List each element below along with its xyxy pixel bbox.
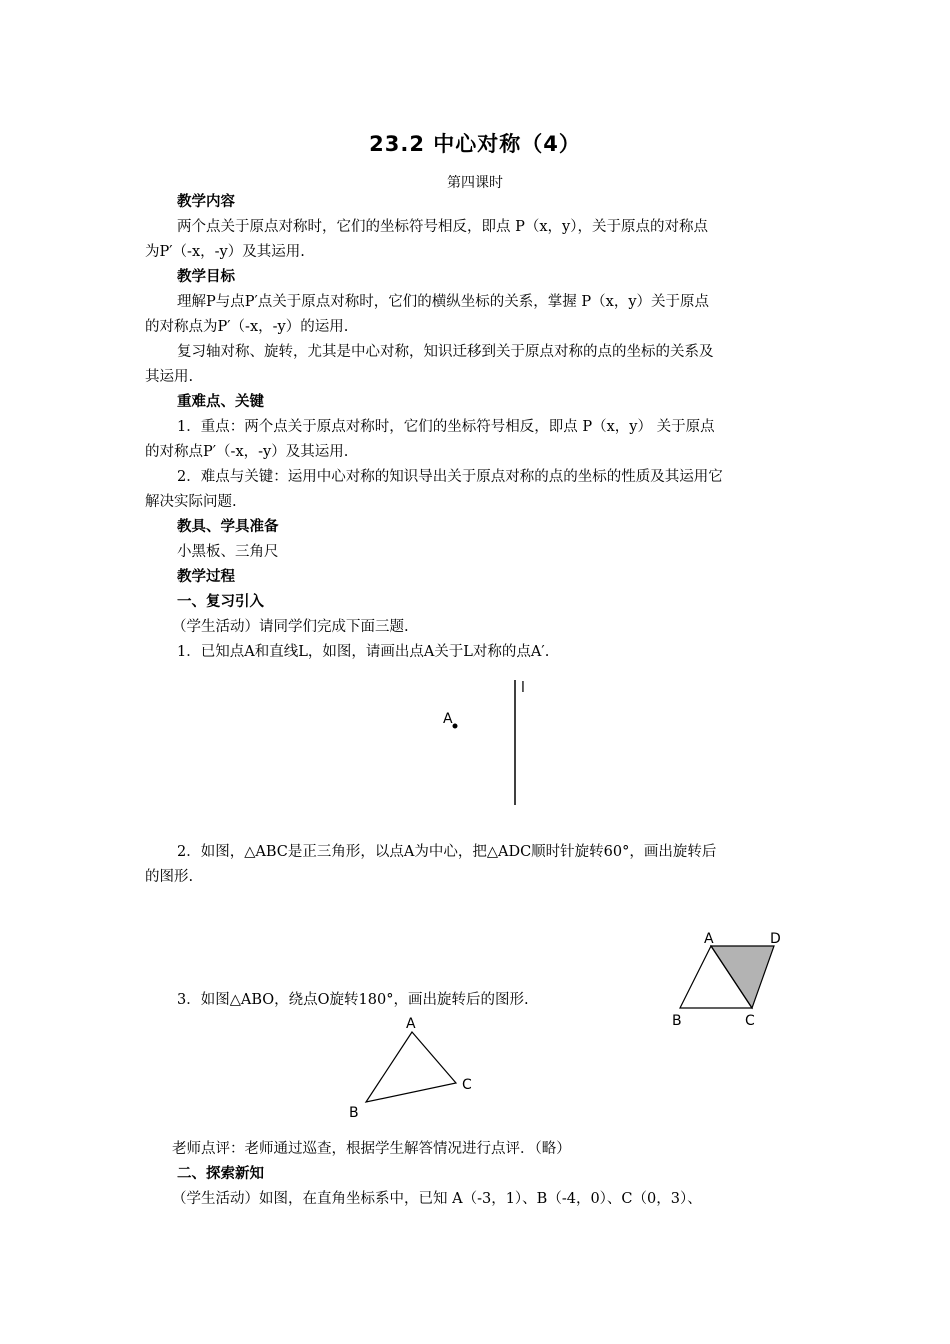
heading-teaching-goals: 教学目标 [177, 269, 235, 285]
figure-2 [672, 931, 781, 1029]
question-1: 1．已知点A和直线L，如图，请画出点A关于L对称的点A′. [177, 644, 550, 660]
heading-teaching-content: 教学内容 [177, 194, 235, 210]
heading-key-points: 重难点、关键 [177, 394, 264, 410]
goals-line-1: 理解P与点P′点关于原点对称时，它们的横纵坐标的关系，掌握 P（x，y）关于原点 [177, 294, 710, 310]
point-a-dot [453, 724, 458, 729]
fig3-label-b: B [349, 1105, 359, 1121]
tools-line-1: 小黑板、三角尺 [177, 544, 279, 560]
key-line-2: 的对称点P′（-x，-y）及其运用. [145, 444, 349, 460]
fig2-label-a: A [704, 931, 714, 947]
shaded-triangle-adc [711, 946, 774, 1008]
line-label: l [521, 680, 525, 696]
heading-teaching-process: 教学过程 [177, 569, 235, 585]
key-line-3: 2．难点与关键：运用中心对称的知识导出关于原点对称的点的坐标的性质及其运用它 [177, 469, 723, 485]
fig2-label-b: B [672, 1013, 682, 1029]
fig2-label-c: C [745, 1013, 755, 1029]
content-line-2: 为P′（-x，-y）及其运用. [145, 244, 305, 260]
content-line-1: 两个点关于原点对称时，它们的坐标符号相反，即点 P（x，y），关于原点的对称点 [177, 219, 708, 235]
question-3: 3．如图△ABO，绕点O旋转180°，画出旋转后的图形. [177, 992, 529, 1008]
key-line-1: 1．重点：两个点关于原点对称时，它们的坐标符号相反，即点 P（x，y） 关于原点 [177, 419, 715, 435]
goals-line-2: 的对称点为P′（-x，-y）的运用. [145, 319, 349, 335]
fig2-label-d: D [770, 931, 781, 947]
triangle-abo [366, 1032, 456, 1102]
explore-line-1: （学生活动）如图，在直角坐标系中，已知 A（-3，1）、B（-4，0）、C（0，3）、 [172, 1191, 702, 1207]
fig3-label-a: A [406, 1016, 416, 1032]
lesson-subtitle: 第四课时 [447, 175, 503, 191]
heading-explore: 二、探索新知 [177, 1166, 264, 1182]
review-intro: （学生活动）请同学们完成下面三题. [172, 619, 409, 635]
question-2-line-1: 2．如图，△ABC是正三角形，以点A为中心，把△ADC顺时针旋转60°，画出旋转后 [177, 844, 717, 860]
point-a-label: A [443, 711, 453, 727]
figure-3 [349, 1016, 472, 1121]
goals-line-4: 其运用. [145, 369, 194, 385]
key-line-4: 解决实际问题. [145, 494, 237, 510]
fig3-label-c: C [462, 1077, 472, 1093]
figure-1 [443, 680, 525, 805]
page-title: 23.2 中心对称（4） [369, 132, 581, 156]
heading-review: 一、复习引入 [177, 594, 264, 610]
heading-tools: 教具、学具准备 [177, 519, 279, 535]
teacher-comment: 老师点评：老师通过巡查，根据学生解答情况进行点评．（略） [172, 1141, 571, 1157]
goals-line-3: 复习轴对称、旋转，尤其是中心对称，知识迁移到关于原点对称的点的坐标的关系及 [177, 344, 714, 360]
question-2-line-2: 的图形. [145, 869, 194, 885]
